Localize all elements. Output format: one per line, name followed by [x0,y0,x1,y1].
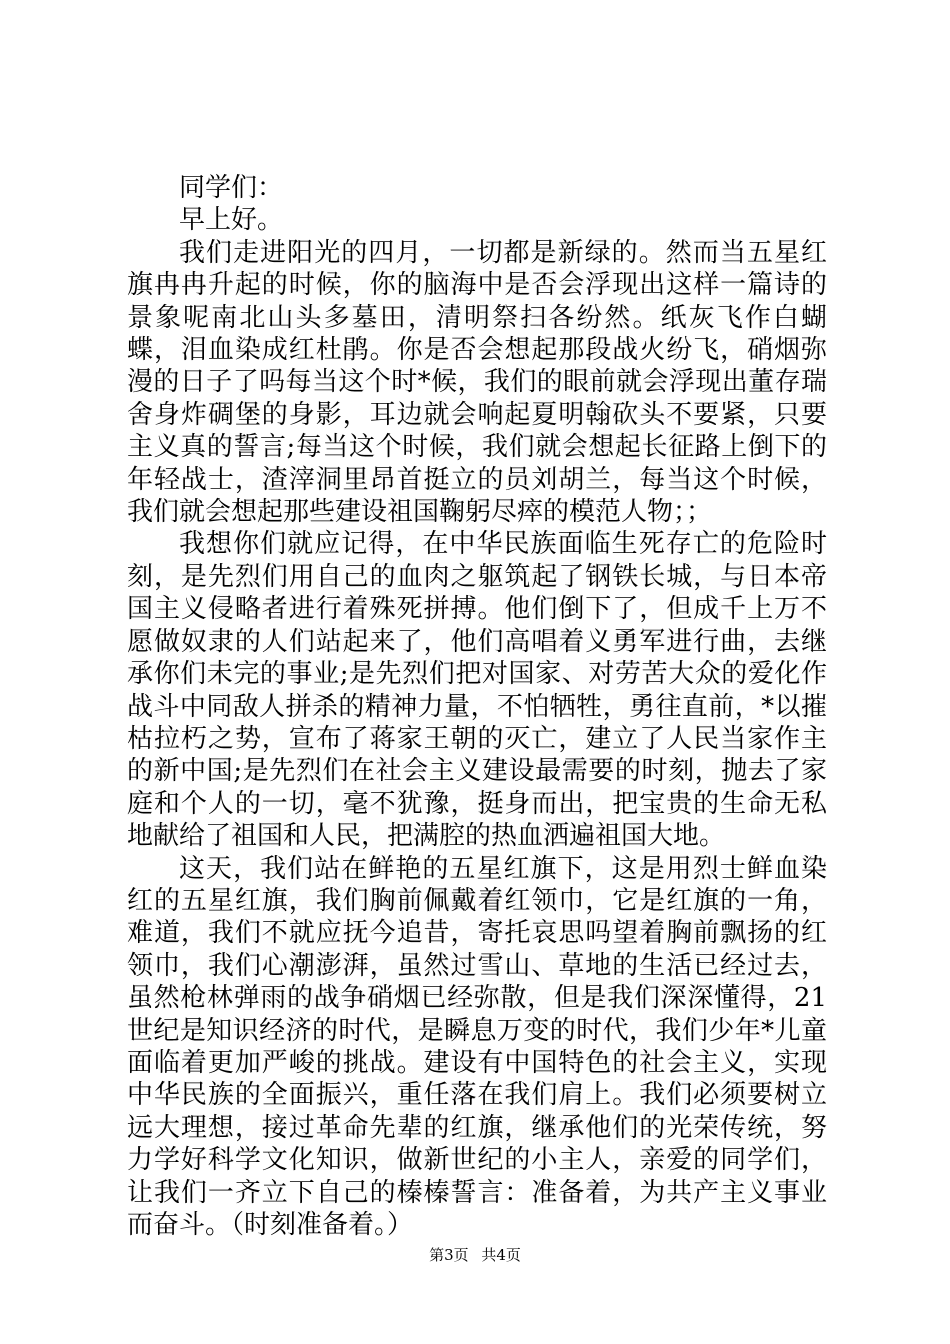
salutation-paragraph: 早上好。 [179,205,284,236]
page-number: 第3页 [429,1246,469,1264]
page-footer [0,1245,950,1265]
greeting-paragraph: 同学们： [179,173,284,203]
page-total: 共4页 [481,1246,521,1264]
body-paragraph-3: 这天，我们站在鲜艳的五星红旗下，这是用烈士鲜血染红的五星红旗，我们胸前佩戴着红领巾，它是红旗的一角，难道，我们不就应抚今追昔，寄托哀思吗望着胸前飘扬的红领巾，我们心潮澎湃，虽然过雪山、草地的生活已经过去，虽然枪林弹雨的战争硝烟已经弥散，但是我们深深懂得，21世纪是知识经济的时代，是瞬息万变的时代，我们少年*儿童面临着更加严峻的挑战。建设有中国特色的社会主义，实现中华民族的全面振兴，重任落在我们肩上。我们必须要树立远大理想，接过革命先辈的红旗，继承他们的光荣传统，努力学好科学文化知识，做新世纪的小主人，亲爱的同学们，让我们一齐立下自己的榛榛誓言：准备着，为共产主义事业而奋斗。（时刻准备着。） [127,853,827,1240]
body-paragraph-2: 我想你们就应记得，在中华民族面临生死存亡的危险时刻，是先烈们用自己的血肉之躯筑起了钢铁长城，与日本帝国主义侵略者进行着殊死拼搏。他们倒下了，但成千上万不愿做奴隶的人们站起来了，他们高唱着义勇军进行曲，去继承你们未完的事业;是先烈们把对国家、对劳苦大众的爱化作战斗中同敌人拼杀的精神力量，不怕牺牲，勇往直前，*以摧枯拉朽之势，宣布了蒋家王朝的灭亡，建立了人民当家作主的新中国;是先烈们在社会主义建设最需要的时刻，抛去了家庭和个人的一切，毫不犹豫，挺身而出，把宝贵的生命无私地献给了祖国和人民，把满腔的热血洒遍祖国大地。 [127,529,827,852]
document-body [127,172,827,1241]
body-paragraph-1: 我们走进阳光的四月，一切都是新绿的。然而当五星红旗冉冉升起的时候，你的脑海中是否会浮现出这样一篇诗的景象呢南北山头多墓田，清明祭扫各纷然。纸灰飞作白蝴蝶，泪血染成红杜鹃。你是否会想起那段战火纷飞，硝烟弥漫的日子了吗每当这个时*候，我们的眼前就会浮现出董存瑞舍身炸碉堡的身影，耳边就会响起夏明翰砍头不要紧，只要主义真的誓言;每当这个时候，我们就会想起长征路上倒下的年轻战士，渣滓洞里昂首挺立的员刘胡兰，每当这个时候，我们就会想起那些建设祖国鞠躬尽瘁的模范人物；； [127,237,827,528]
